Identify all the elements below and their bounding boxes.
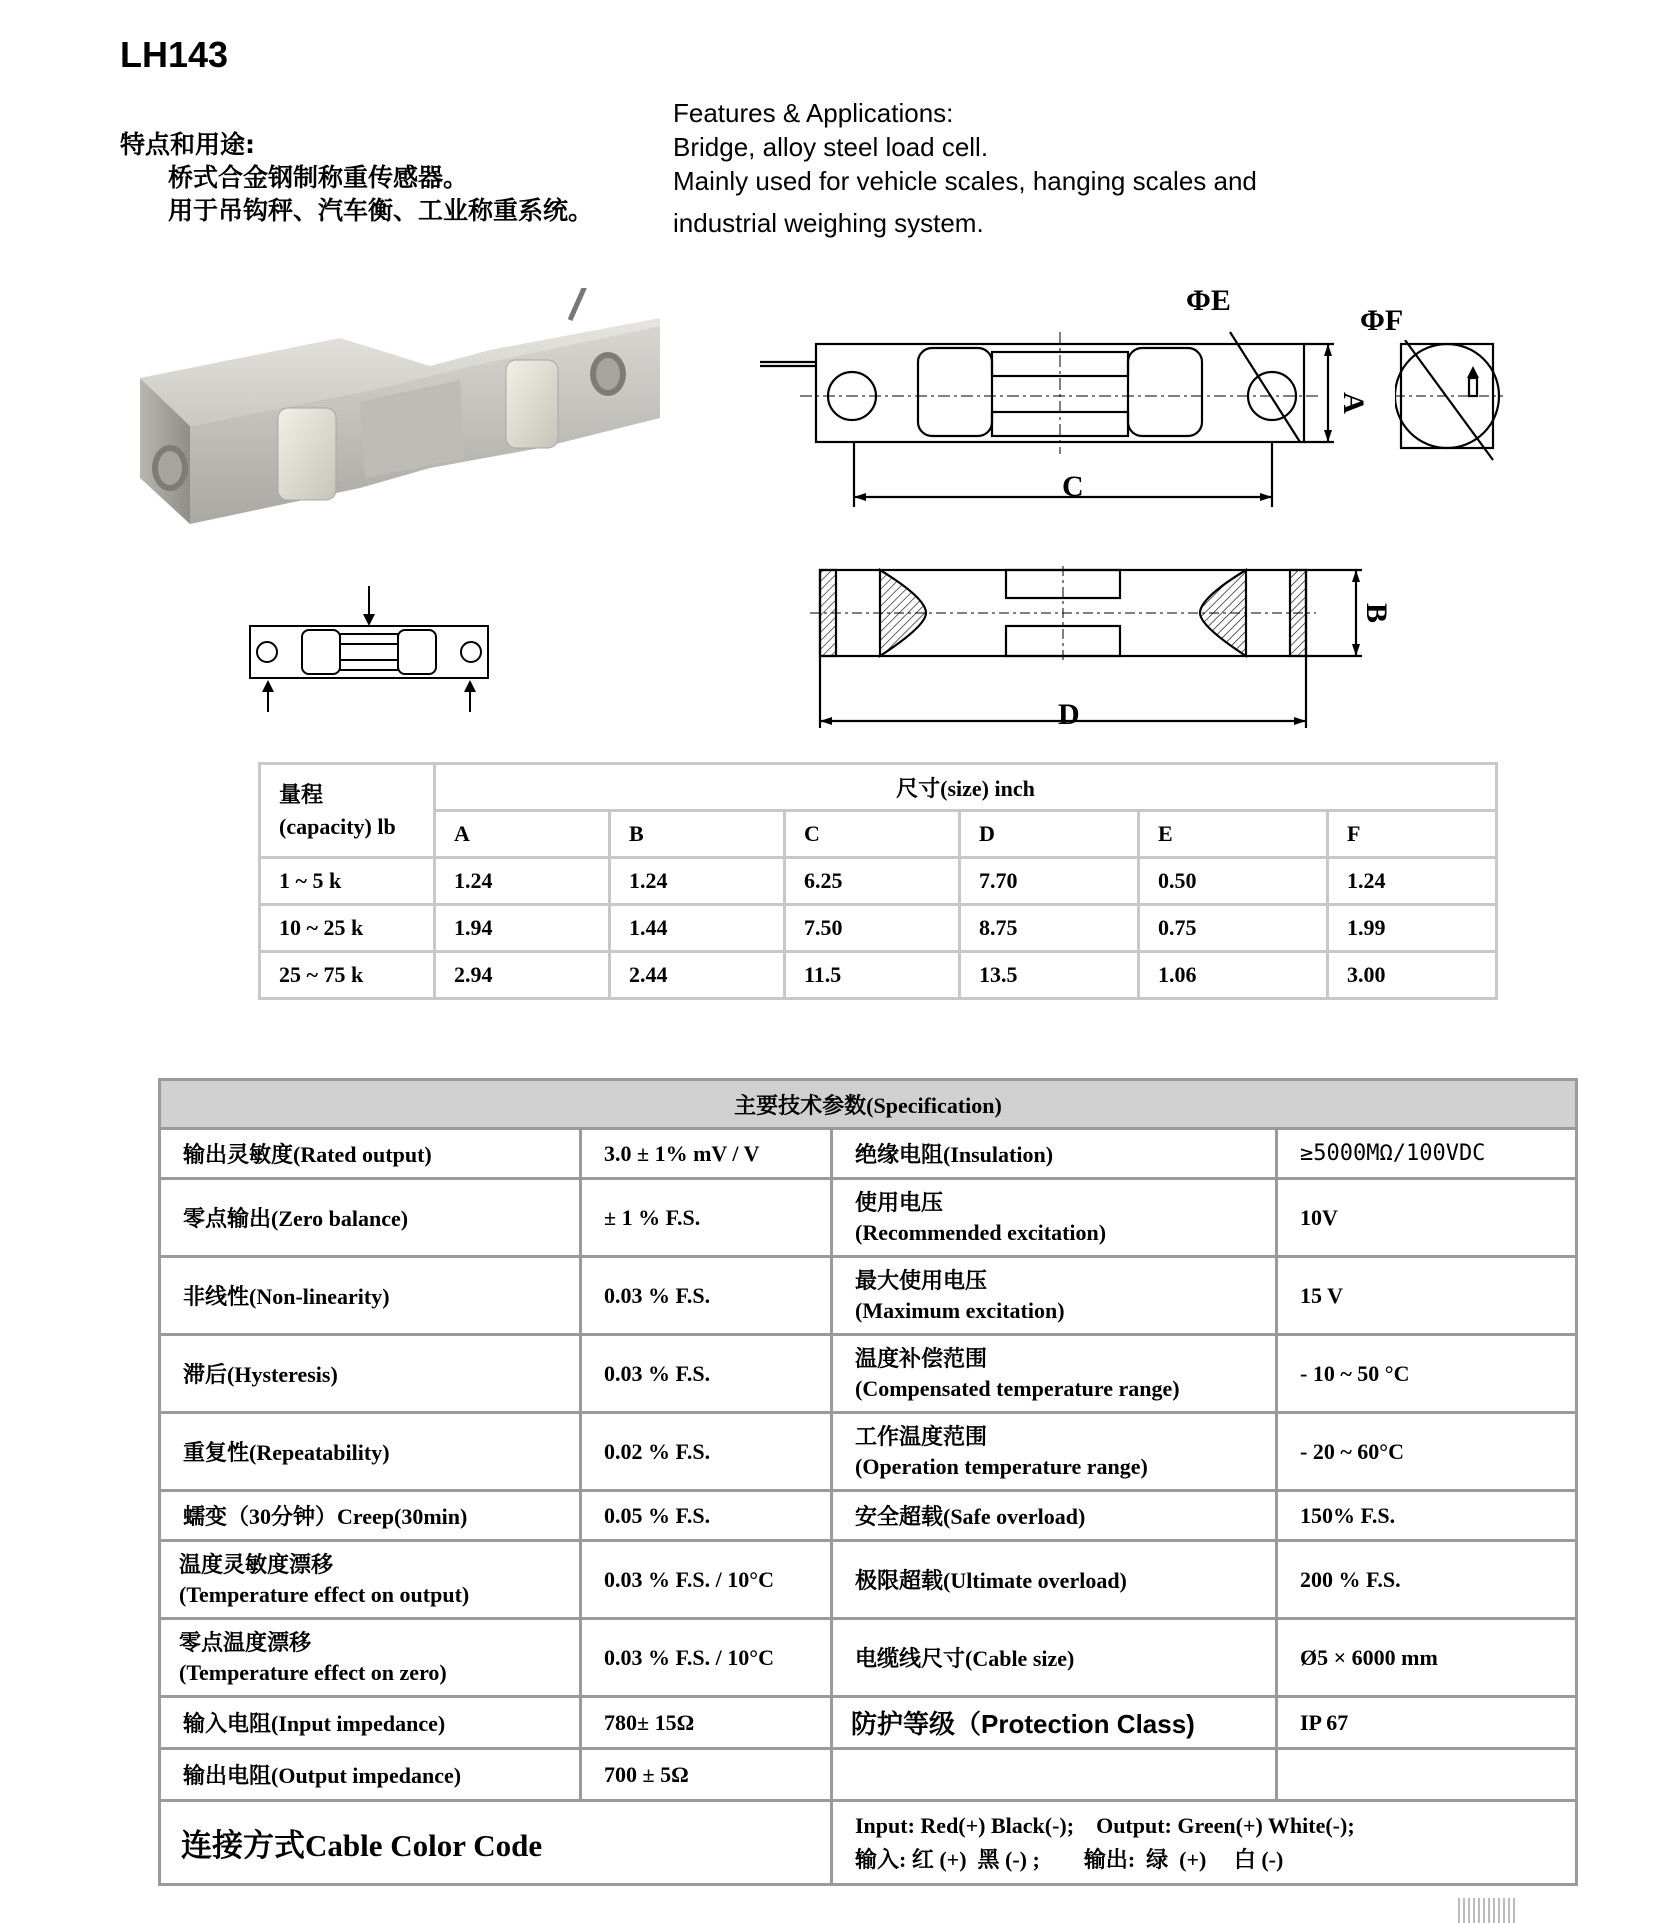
spec-value: 15 V [1277,1257,1577,1335]
label-a: A [1336,392,1370,414]
label-c: C [1062,470,1084,503]
spec-label: 工作温度范围 (Operation temperature range) [832,1413,1277,1491]
size-cell: 1.94 [435,905,610,952]
size-cell: 6.25 [785,858,960,905]
spec-value: 0.03 % F.S. / 10°C [581,1619,832,1697]
capacity-cell: 25 ~ 75 k [260,952,435,999]
spec-label [832,1749,1277,1801]
spec-value: 0.03 % F.S. / 10°C [581,1541,832,1619]
features-cn-line2: 用于吊钩秤、汽车衡、工业称重系统。 [168,196,594,225]
label-phi-f: ΦF [1360,304,1404,337]
spec-label: 温度补偿范围 (Compensated temperature range) [832,1335,1277,1413]
table-row [160,1749,1577,1801]
label-d: D [1058,698,1080,731]
features-cn [120,128,593,227]
size-cell: 7.70 [960,858,1139,905]
col-header-a: A [435,811,610,858]
size-cell: 1.24 [435,858,610,905]
spec-label: 温度灵敏度漂移 (Temperature effect on output) [160,1541,581,1619]
spec-label: 输出灵敏度(Rated output) [160,1129,581,1179]
spec-label: 最大使用电压 (Maximum excitation) [832,1257,1277,1335]
size-cell: 1.24 [1328,858,1497,905]
size-cell: 2.44 [610,952,785,999]
features-cn-line1: 桥式合金钢制称重传感器。 [168,163,469,192]
table-row [160,1801,1577,1885]
label-b: B [1360,602,1394,624]
spec-label: 极限超载(Ultimate overload) [832,1541,1277,1619]
capacity-cell: 10 ~ 25 k [260,905,435,952]
spec-label: 零点输出(Zero balance) [160,1179,581,1257]
table-row [160,1697,1577,1749]
spec-value [1277,1749,1577,1801]
spec-label: 重复性(Repeatability) [160,1413,581,1491]
features-en-line1: Bridge, alloy steel load cell. [673,132,989,162]
spec-value: 0.03 % F.S. [581,1257,832,1335]
size-cell: 1.44 [610,905,785,952]
section-view-drawing [810,566,1380,736]
col-header-b: B [610,811,785,858]
features-en-line2: Mainly used for vehicle scales, hanging scales and [673,166,1257,196]
table-row [260,905,1497,952]
features-en-line3: industrial weighing system. [673,208,984,238]
spec-label: 绝缘电阻(Insulation) [832,1129,1277,1179]
table-row [260,952,1497,999]
size-cell: 1.24 [610,858,785,905]
spec-value: - 10 ~ 50 °C [1277,1335,1577,1413]
cable-color-label: 连接方式Cable Color Code [160,1801,832,1885]
spec-label: 输入电阻(Input impedance) [160,1697,581,1749]
model-title: LH143 [120,34,229,75]
size-table [258,762,1498,1000]
spec-table [158,1078,1578,1886]
table-row [160,1413,1577,1491]
cable-color-cn: 输入: 红 (+) 黑 (-) ; 输出: 绿 (+) 白 (-) [855,1846,1284,1872]
cable-color-en: Input: Red(+) Black(-); Output: Green(+) White(-); [855,1812,1355,1838]
spec-label: 非线性(Non-linearity) [160,1257,581,1335]
spec-value: 150% F.S. [1277,1491,1577,1541]
top-view-drawing [760,292,1360,522]
table-row [160,1491,1577,1541]
spec-value: ≥5000MΩ/100VDC [1277,1129,1577,1179]
size-cell: 0.50 [1139,858,1328,905]
size-header: 尺寸(size) inch [435,764,1497,811]
spec-label: 零点温度漂移 (Temperature effect on zero) [160,1619,581,1697]
features-en [673,96,1257,240]
spec-value: Ø5 × 6000 mm [1277,1619,1577,1697]
table-row [160,1541,1577,1619]
spec-value: 0.03 % F.S. [581,1335,832,1413]
table-row [160,1335,1577,1413]
capacity-label-en: (capacity) lb [279,813,396,839]
size-cell: 0.75 [1139,905,1328,952]
spec-value: 780± 15Ω [581,1697,832,1749]
col-header-c: C [785,811,960,858]
col-header-e: E [1139,811,1328,858]
spec-value: 3.0 ± 1% mV / V [581,1129,832,1179]
table-row [160,1619,1577,1697]
spec-value: ± 1 % F.S. [581,1179,832,1257]
spec-title: 主要技术参数(Specification) [160,1080,1577,1129]
spec-value: IP 67 [1277,1697,1577,1749]
label-phi-e: ΦE [1186,284,1231,317]
size-cell: 2.94 [435,952,610,999]
spec-value: - 20 ~ 60°C [1277,1413,1577,1491]
features-en-heading: Features & Applications: [673,98,954,128]
load-cell-photo [130,288,670,538]
spec-label: 安全超载(Safe overload) [832,1491,1277,1541]
cable-color-values [832,1801,1577,1885]
capacity-header [260,764,435,858]
spec-label: 使用电压 (Recommended excitation) [832,1179,1277,1257]
page-footer-mark [1458,1898,1518,1923]
force-diagram [245,584,495,719]
spec-value: 10V [1277,1179,1577,1257]
spec-label: 滞后(Hysteresis) [160,1335,581,1413]
spec-value: 700 ± 5Ω [581,1749,832,1801]
features-cn-heading: 特点和用途: [120,130,255,159]
size-cell: 1.06 [1139,952,1328,999]
spec-label: 电缆线尺寸(Cable size) [832,1619,1277,1697]
size-cell: 7.50 [785,905,960,952]
spec-value: 0.02 % F.S. [581,1413,832,1491]
spec-label: 蠕变（30分钟）Creep(30min) [160,1491,581,1541]
capacity-cell: 1 ~ 5 k [260,858,435,905]
capacity-label-cn: 量程 [279,781,324,807]
table-row [260,858,1497,905]
spec-value: 0.05 % F.S. [581,1491,832,1541]
size-cell: 3.00 [1328,952,1497,999]
col-header-d: D [960,811,1139,858]
end-view-drawing [1395,340,1505,465]
table-row [160,1257,1577,1335]
size-cell: 11.5 [785,952,960,999]
size-cell: 1.99 [1328,905,1497,952]
table-row [160,1129,1577,1179]
spec-value: 200 % F.S. [1277,1541,1577,1619]
size-cell: 8.75 [960,905,1139,952]
table-row [160,1179,1577,1257]
spec-label: 输出电阻(Output impedance) [160,1749,581,1801]
size-cell: 13.5 [960,952,1139,999]
spec-label: 防护等级（Protection Class) [832,1697,1277,1749]
col-header-f: F [1328,811,1497,858]
